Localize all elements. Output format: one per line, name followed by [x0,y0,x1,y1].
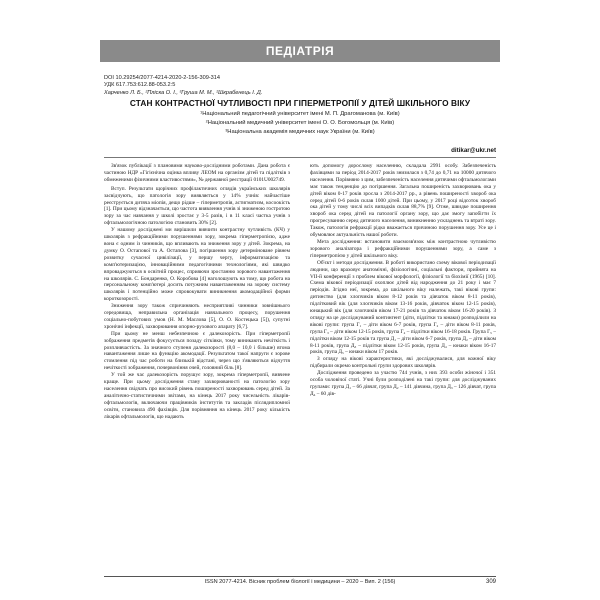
paragraph: Мета дослідження: встановити взаємозв'язок між контрастною чутливістю зорового аналізатора і рефракційними порушеннями зору, а саме з гіперметропією у дітей шкільного віку. [310,238,496,259]
udc-line: УДК 617.753:612.88-053.2:5 [104,82,176,88]
affiliation-2: ²Національний медичний університет імені О. О. Богомольця (м. Київ) [205,120,395,126]
paragraph: У той же час далекозорість порушує зору, зокрема гіперметропії, вивчене краще. При цьому дослідження стану захворюваності на патологію зору населення свідчать про високий рівень поширеності захворювань серед дітей. За аналітично-статистичними звітами, на кінець 2017 року чисельність лікарів-офтальмологів, включаючи працівників інститутів та закладів післядипломної освіти, становила 490 фахівців. Для порівняння на кінець 2017 року кількість лікарів офтальмологів, що надають [104,372,290,420]
header-divider [104,157,496,158]
article-title: СТАН КОНТРАСТНОЇ ЧУТЛИВОСТІ ПРИ ГІПЕРМЕТРОПІЇ У ДІТЕЙ ШКІЛЬНОГО ВІКУ [129,98,471,108]
paragraph: При цьому не менш небезпечною є далекозорість. При гіперметропії зображення предметів фокусується позаду сітківки, тому виникають нечіткість і розпливчастість. За значного ступеня далекозорості (8,0 – 10,0 і більше) втома навантаження лише на функцію акомодації. Результатом такої напруги є зорове стомлення під час роботи на близькій відстані, через що з'являються відчуття нечіткості зображення, почервоніння очей, головний біль [8]. [104,330,290,372]
affiliation-1: ¹Національний педагогічний університет імені М. П. Драгоманова (м. Київ) [200,111,400,117]
paragraph: З огляду на вікові характеристики, які досліджувалися, для кожної віку підбирали окремо контрольні групи здорових школярів. [310,356,496,370]
paragraph: Дослідження проведено за участю 744 учнів, з них 393 особи жіночої і 351 особа чоловічої статі. Учні були розподілені на такі групи: для досліджуваних групами: група Д₁ – 66 дівчат, група Д₂ – 141 дівчина, група Д₃ – 126 дівчат, група Д₄ – 60 дів- [310,370,496,397]
authors-line: Харченко Л. Б., ²Пліска О. І., ³Груша М. М., ²Шкрабенець І. Д. [104,90,263,96]
body-column-right [310,163,496,569]
paragraph: У нашому досліджені ми вирішили вивчити контрастну чутливість (КЧ) у школярів з рефракційними порушеннями зору, зокрема гіперметропією, адже вона є одним із чинників, що впливають на зниження зору у дітей. Зокрема, на думку О. Остапової та А. Остапова [3], погіршення зору детерміноване рівнем розвитку сучасної цивілізації, у першу чергу, інформатизацією та комп'ютеризацією, інноваційними педагогічними технологіями, які швидко впроваджуються в освітній процес, сприяючи зростанню зорового навантаження на школярів. С. Бондаренко, О. Коробова [4] наголошують на тому, що робота на персональному комп'ютері досить потужним навантаженням на зорову систему школярів і потенційно може спровокувати виникнення акомодаційної форми короткозорості. [104,227,290,303]
footer-divider [104,576,496,577]
contact-email[interactable]: ditikar@ukr.net [451,147,496,154]
section-title: ПЕДІАТРІЯ [265,44,335,58]
paragraph: Об'єкт і методи дослідження. В роботі використано схему вікової періодизації людини, що враховує анатомічні, фізіологічні, соціальні фактори, прийнята на VII-й конференції з проблем вікової морфології, фізіології та біохімії (1965) [10]. Схема вікової періодизації охоплює дітей від народження до 21 року і має 7 періодів. Згідно неї, зокрема, до шкільного віку належать, такі вікові групи: дитинство (для хлопчиків віком 8-12 років та дівчаток віком 8-11 років), підлітковий вік (для хлопчиків віком 13-16 років, дівчаток віком 12-15 років), юнацький вік (для хлопчиків віком 17-21 років та дівчаток віком 16-20 років). З огляду на це досліджуваний контингент (діти, підлітки та юнаки) розподілили на вікові групи: група Г₁ – діти віком 6-7 років, група Г₂ – діти віком 8-11 років, група Г₃ – діти віком 12-15 років, група Г₄ – підлітки віком 16-18 років. Група Г₅ – підлітки віком 12-15 років та група Д₁ – діти віком 6-7 років, група Д₂ – діти віком 8-11 років, група Д₃ – підлітки віком 12-15 років, група Д₄ – юнаки віком 16-17 років, група Д₅ – юнаки віком 17 років. [310,259,496,356]
journal-footer: ISSN 2077-4214. Вісник проблем біології і медицини – 2020 – Вип. 2 (156) [204,579,396,585]
doi-line: DOI 10.29254/2077-4214-2020-2-156-309-314 [104,75,221,81]
section-header [100,40,500,62]
affiliation-3: ³Національна академія медичних наук України (м. Київ) [225,129,375,135]
page-number: 309 [485,579,496,585]
paragraph: ють допомогу дорослому населенню, складала 2991 особу. Забезпеченість фахівцями за період 2014-2017 років знизилася з 0,74 до 0,71 на 10000 дитячого населення. Порівняно з цим, забезпеченість населення дитячими офтальмологами має також тенденцію до погіршення. Загальна поширеність захворювань ока у дітей віком 0-17 років зросла з 2014-2017 рр., а рівень поширеності хвороб ока серед дітей 0-6 років склав 1000 дітей. При цьому, у 2017 році відсоток хвороб ока дітей у тому числі всіх випадків склав 88,7% [9]. Отже, швидке поширення хвороб ока серед дітей на патології органу зору, що дає змогу запобігти їх прогресуванню серед дитячого населення, виникненню ускладнень та втраті зору. Також, патологія рефракції рідко вважається причиною порушення зору. Усе це і обумовлює актуальність нашої роботи. [310,163,496,239]
body-column-left [104,163,290,569]
paragraph: Зв'язок публікації з плановими науково-дослідними роботами. Дана робота є частиною НДР «Гігієнічна оцінка впливу ЛЕОМ на організм дітей та підлітків з обмеженими фізичними властивостями», № державної реєстрації 0101U002749. [104,163,290,183]
paragraph: Вступ. Результати щорічних профілактичних оглядів українських школярів засвідчують, що патологія зору виявляється у 14% учнів: найчастіше реєструється дитяча міопія, дещо рідше – гіперметропія, астигматизм, косоокість [1]. При цьому відзначається, що частота виявлення учнів зі зниженою гостротою зору за час навчання у школі зростає у 3-5 разів, і в 11 класі частка учнів з офтальмологічною патологією становить 30% [2]. [104,185,290,227]
paragraph: Зниження зору також спричиняють несприятливі чинники зовнішнього середовища, неправильна організація навчального процесу, порушення соціально-побутових умов (Н. М. Маслова [5], О. О. Костецька [5]), супутні хронічні інфекції, захворювання опорно-рухового апарату [6,7]. [104,303,290,330]
